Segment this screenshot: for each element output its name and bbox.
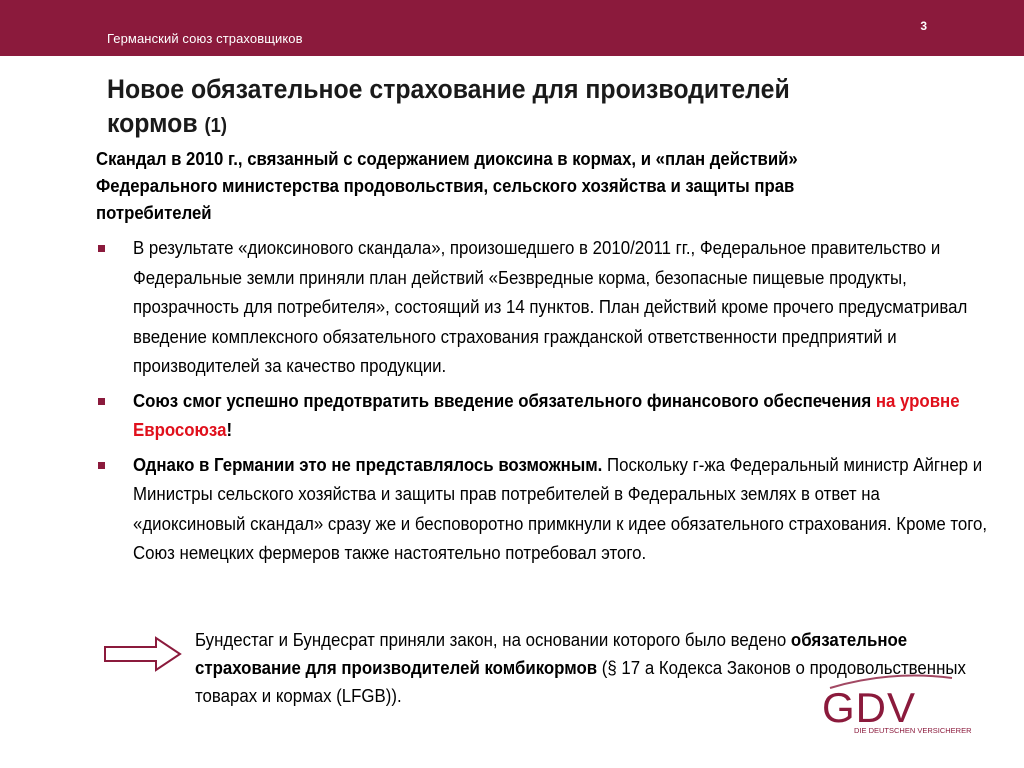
title-main: Новое обязательное страхование для производителей кормов — [107, 74, 790, 138]
bullet-item — [96, 451, 996, 569]
bullet-item — [96, 387, 996, 446]
bullet-item — [96, 234, 996, 382]
bullet-plain-text: Поскольку г-жа Федеральный министр Айгнер и Министры сельского хозяйства и защиты прав потребителей в Федеральных землях в ответ на «диоксиновый скандал» сразу же и бесповоротно примкнули к идее обязательного страхования. Кроме того, Союз немецких фермеров также настоятельно потребовал этого. — [133, 454, 988, 563]
bullet-text: В результате «диоксинового скандала», произошедшего в 2010/2011 гг., Федеральное правительство и Федеральные земли приняли план действий «Безвредные корма, безопасные пищевые продукты, прозрачность для потребителя», состоящий из 14 пунктов. План действий кроме прочего предусматривал введение комплексного обязательного страхования гражданской ответственности предприятий и производителей за качество продукции. — [133, 238, 968, 376]
slide-title — [107, 72, 861, 143]
result-text-before: Бундестаг и Бундесрат приняли закон, на основании которого было ведено — [195, 630, 791, 650]
bullet-end-text: ! — [226, 420, 233, 440]
title-suffix: (1) — [204, 115, 228, 137]
org-name: Германский союз страховщиков — [107, 31, 303, 46]
lead-heading: Скандал в 2010 г., связанный с содержанием диоксина в кормах, и «план действий» Федерального министерства продовольствия, сельского хозяйства и защиты прав потребителей — [96, 149, 798, 223]
result-bold-text: обязательное страхование для производителей комбикормов — [195, 630, 908, 678]
bullet-highlight-text: на уровне Евросоюза — [133, 390, 960, 440]
svg-text:DIE DEUTSCHEN VERSICHERER: DIE DEUTSCHEN VERSICHERER — [854, 726, 972, 735]
result-text-after: (§ 17 а Кодекса Законов о продовольственных товарах и кормах (LFGB)). — [195, 658, 966, 706]
square-bullet-icon — [98, 398, 105, 405]
bullet-bold-text: Союз смог успешно предотвратить введение обязательного финансового обеспечения — [133, 390, 876, 411]
square-bullet-icon — [98, 462, 105, 469]
bullet-text — [133, 451, 993, 569]
header-bar — [0, 0, 1024, 56]
square-bullet-icon — [98, 245, 105, 252]
bullet-bold-text: Однако в Германии это не представлялось возможным. — [133, 454, 603, 475]
bullet-text — [133, 387, 993, 446]
page-number: 3 — [920, 19, 927, 33]
bullet-list — [96, 234, 996, 574]
right-arrow-icon — [104, 636, 182, 672]
gdv-logo — [820, 672, 980, 742]
svg-text:GDV: GDV — [822, 684, 917, 731]
